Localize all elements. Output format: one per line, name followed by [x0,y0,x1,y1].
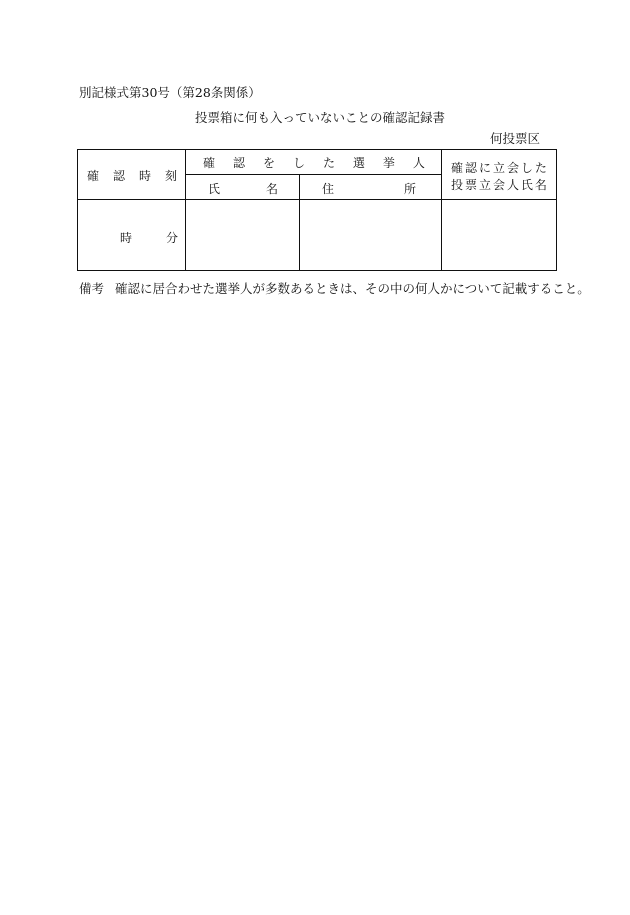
document-title: 投票箱に何も入っていないことの確認記録書 [195,110,446,125]
header-voter-char: 認 [232,156,245,170]
header-voter-char: 人 [412,156,425,170]
subheader-address-char: 住 [322,182,335,196]
header-time-char: 確 [87,169,100,183]
table-border-bottom [77,270,557,271]
record-table [77,149,557,271]
header-witness-char: 立 [492,161,505,175]
header-witness-char: し [520,161,533,175]
header-witness-char: に [478,161,491,175]
header-witness-char: 確 [451,161,464,175]
time-hour-label: 時 [120,231,133,245]
header-time-char: 時 [138,169,151,183]
header-witness-char: 会 [492,178,505,192]
header-witness-char: 人 [506,178,519,192]
subheader-address-char: 所 [403,182,416,196]
header-witness-line1 [451,159,547,176]
header-voter-char: た [322,156,335,170]
remarks [79,279,590,297]
header-confirming-voter [203,154,425,171]
voter-subheader-divider [185,174,442,175]
remarks-label: 備考 [79,281,105,296]
subheader-name-char: 名 [265,182,278,196]
table-border-right [556,149,557,271]
remarks-text: 確認に居合わせた選挙人が多数あるときは、その中の何人かについて記載すること。 [115,281,590,296]
header-witness-char: 会 [506,161,519,175]
header-witness-char: 氏 [520,178,533,192]
header-witness-char: 認 [464,161,477,175]
subheader-address [322,180,416,197]
voter-name-entry[interactable] [186,200,299,270]
header-witness-line2 [451,176,547,193]
header-voter-char: を [262,156,275,170]
form-reference: 別記様式第30号（第28条関係） [79,85,261,100]
time-minute-label: 分 [165,231,178,245]
table-border-left [77,149,78,271]
header-witness-char: 名 [534,178,547,192]
table-border-top [77,149,557,150]
header-witness-char: 投 [451,178,464,192]
header-confirmation-time [87,167,177,184]
header-voter-char: 挙 [382,156,395,170]
header-voter-char: 確 [203,156,216,170]
header-time-char: 刻 [164,169,177,183]
header-witness-char: 票 [464,178,477,192]
header-voter-char: し [292,156,305,170]
header-voter-char: 選 [352,156,365,170]
district-label: 何投票区 [490,131,541,146]
subheader-name-char: 氏 [208,182,221,196]
time-entry-cell [120,229,178,246]
header-witness-char: た [534,161,547,175]
subheader-name [208,180,278,197]
witness-name-entry[interactable] [442,200,556,270]
header-time-char: 認 [112,169,125,183]
header-witness-char: 立 [478,178,491,192]
voter-address-entry[interactable] [300,200,441,270]
